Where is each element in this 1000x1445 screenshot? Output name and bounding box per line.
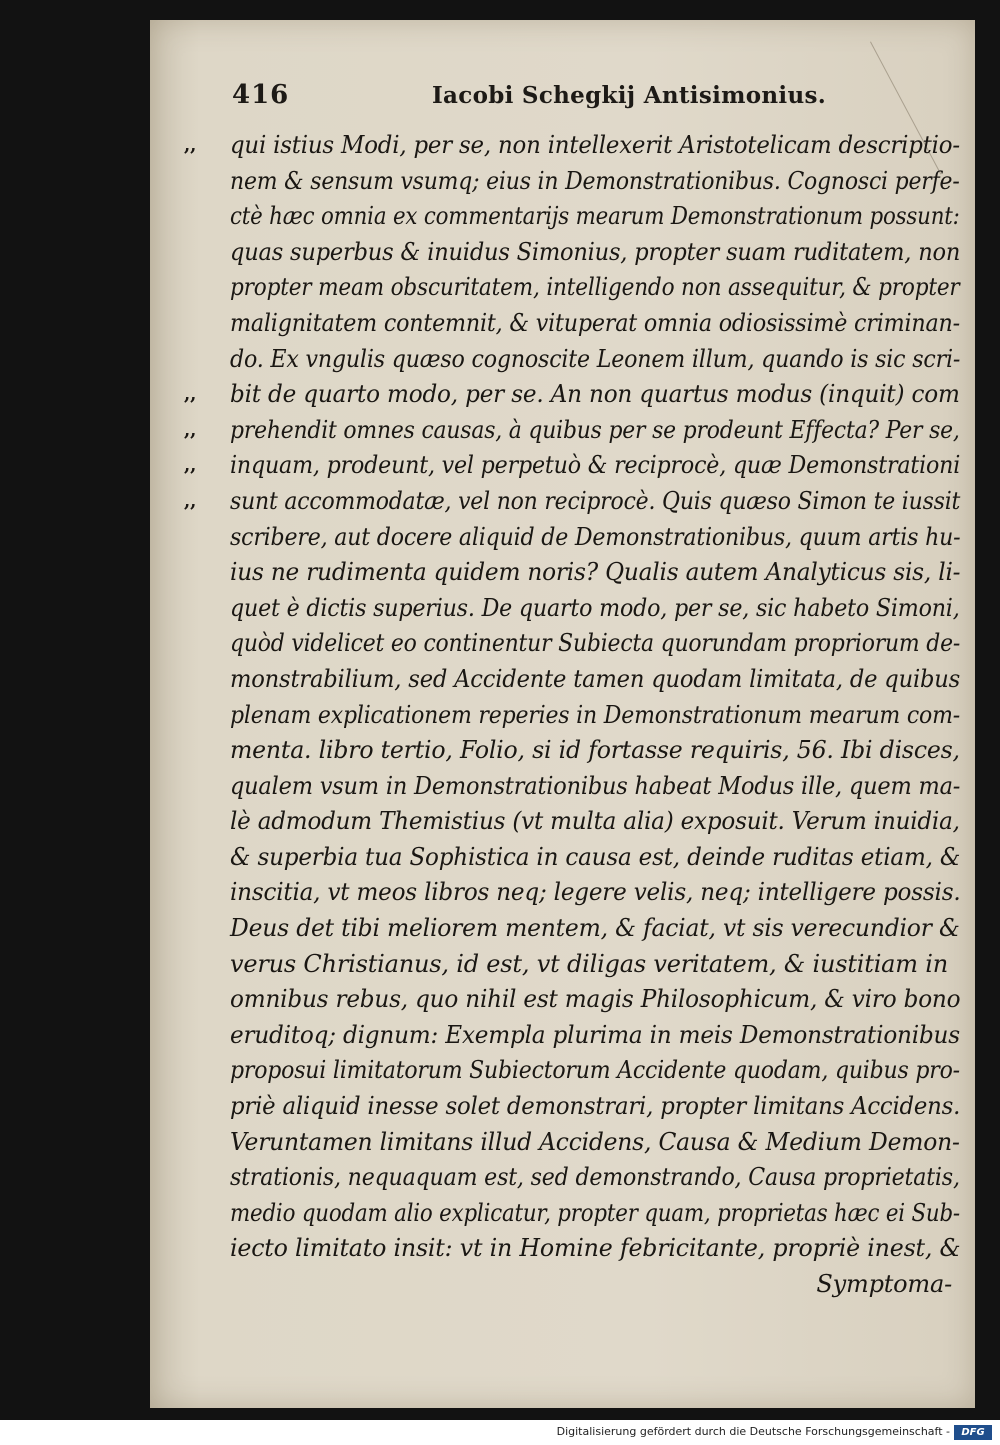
line-text: inquam, prodeunt, vel perpetuò & reciprocè, quæ Demonstrationi [230,451,961,480]
text-line [196,875,966,911]
footer-bar [0,1420,1000,1445]
line-text: Veruntamen limitans illud Accidens, Causa & Medium Demon- [230,1127,960,1156]
line-text: lè admodum Themistius (vt multa alia) exposuit. Verum inuidia, [230,807,960,836]
line-text: qui istius Modi, per se, non intellexerit Aristotelicam descriptio- [230,131,960,159]
line-text: inscitia, vt meos libros neq; legere velis, neq; intelligere possis. [230,878,961,907]
line-text: omnibus rebus, quo nihil est magis Philosophicum, & viro bono [230,985,961,1014]
text-line [196,1196,966,1232]
text-line [184,448,966,484]
text-line [196,911,966,947]
quotation-mark: ,, [184,455,197,477]
text-line [184,484,966,520]
line-text: propter meam obscuritatem, intelligendo non assequitur, & propter [230,273,960,302]
text-line [196,769,966,805]
line-text: do. Ex vngulis quæso cognoscite Leonem illum, quando is sic scri- [230,344,961,373]
text-line [196,199,966,235]
line-text: priè aliquid inesse solet demonstrari, propter limitans Accidens. [230,1092,961,1121]
line-text: plenam explicationem reperies in Demonstrationum mearum com- [230,700,960,729]
running-title: Iacobi Schegkij Antisimonius. [432,82,827,109]
line-text: ctè hæc omnia ex commentarijs mearum Demonstrationum possunt: [230,202,960,231]
text-line [184,377,966,413]
text-line [196,342,966,378]
text-line [196,1125,966,1161]
line-text: ius ne rudimenta quidem noris? Qualis autem Analyticus sis, li- [230,558,961,587]
line-text: iecto limitato insit: vt in Homine febricitante, propriè inest, & [230,1234,961,1263]
running-head [232,80,952,116]
text-line [196,270,966,306]
page-number: 416 [232,80,290,110]
funding-notice: Digitalisierung gefördert durch die Deutsche Forschungsgemeinschaft - [556,1425,950,1438]
line-text: bit de quarto modo, per se. An non quartus modus (inquit) com [230,380,960,409]
text-line [196,1231,966,1267]
line-text: scribere, aut docere aliquid de Demonstrationibus, quum artis hu- [230,522,961,551]
line-text: prehendit omnes causas, à quibus per se prodeunt Effecta? Per se, [230,415,960,444]
text-line [196,591,966,627]
text-line [196,164,966,200]
text-line [196,626,966,662]
line-text: eruditoq; dignum: Exempla plurima in meis Demonstrationibus [230,1020,960,1049]
line-text: Symptoma- [816,1270,952,1298]
text-line [196,698,966,734]
text-line [196,1160,966,1196]
text-line [196,555,966,591]
line-text: malignitatem contemnit, & vituperat omnia odiosissimè criminan- [230,308,960,337]
quotation-mark: ,, [184,490,197,512]
line-text: Deus det tibi meliorem mentem, & faciat, vt sis verecundior & [230,914,960,943]
line-text: medio quodam alio explicatur, propter quam, proprietas hæc ei Sub- [230,1198,960,1227]
text-block [184,128,966,1303]
line-text: sunt accommodatæ, vel non reciprocè. Quis quæso Simon te iussit [230,486,961,515]
line-text: monstrabilium, sed Accidente tamen quodam limitata, de quibus [230,664,961,693]
text-line [196,982,966,1018]
line-text: & superbia tua Sophistica in causa est, deinde ruditas etiam, & [230,842,961,871]
line-text: verus Christianus, id est, vt diligas veritatem, & iustitiam in [230,949,949,978]
line-text: strationis, nequaquam est, sed demonstrando, Causa proprietatis, [230,1163,960,1192]
text-line [196,520,966,556]
dfg-logo: DFG [954,1425,992,1440]
text-line [196,662,966,698]
text-line [196,1267,966,1303]
line-text: menta. libro tertio, Folio, si id fortasse requiris, 56. Ibi disces, [230,736,960,765]
text-line [196,235,966,271]
quotation-mark: ,, [184,384,197,406]
text-line [196,1018,966,1054]
line-text: quòd videlicet eo continentur Subiecta quorundam propriorum de- [230,629,961,658]
quotation-mark: ,, [184,419,197,441]
text-line [196,1053,966,1089]
text-line [196,733,966,769]
text-line [196,804,966,840]
text-line [184,128,966,164]
text-line [196,306,966,342]
line-text: qualem vsum in Demonstrationibus habeat Modus ille, quem ma- [230,771,961,800]
line-text: nem & sensum vsumq; eius in Demonstrationibus. Cognosci perfe- [230,166,960,195]
line-text: proposui limitatorum Subiectorum Accidente quodam, quibus pro- [230,1056,960,1085]
line-text: quet è dictis superius. De quarto modo, per se, sic habeto Simoni, [230,593,960,622]
quotation-mark: ,, [184,135,197,156]
text-line [196,1089,966,1125]
text-line [184,413,966,449]
text-line [196,947,966,983]
line-text: quas superbus & inuidus Simonius, propter suam ruditatem, non [230,237,961,266]
text-line [196,840,966,876]
